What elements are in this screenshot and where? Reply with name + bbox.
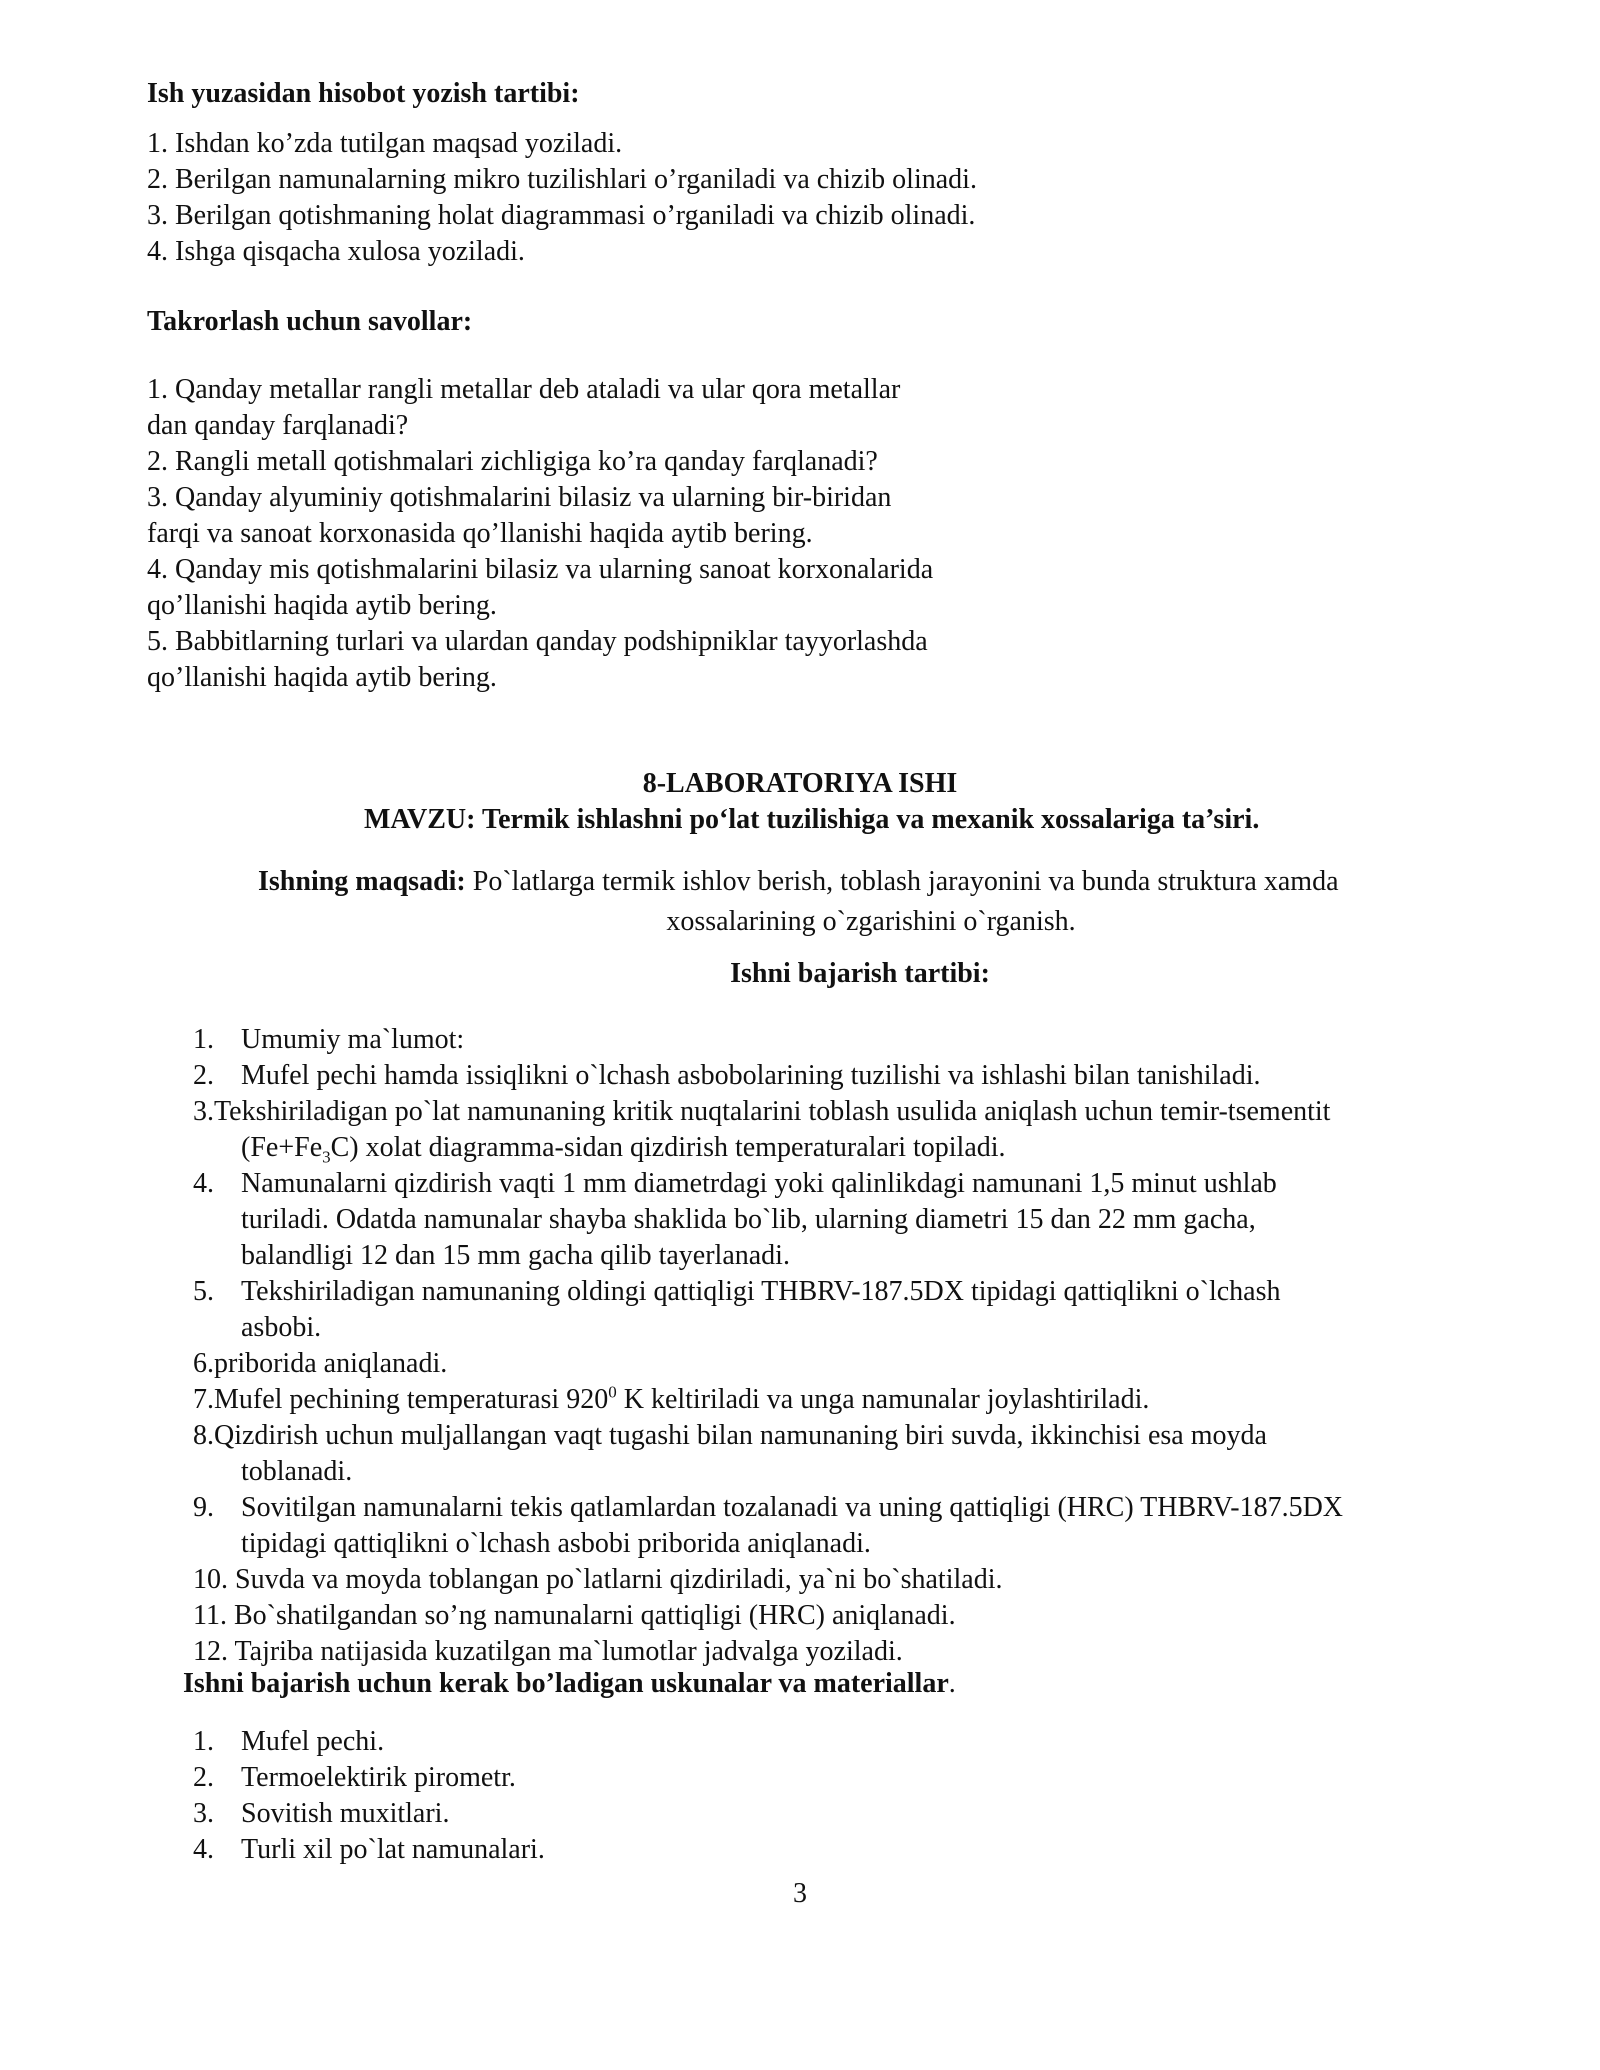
procedure-heading: Ishni bajarish tartibi: xyxy=(730,958,990,989)
question-line: 2. Rangli metall qotishmalari zichligiga ko’ra qanday farqlanadi? xyxy=(147,446,878,477)
purpose-block xyxy=(258,864,1339,900)
step-text: K keltiriladi va unga namunalar joylashtiriladi. xyxy=(616,1384,1150,1415)
page-number-block xyxy=(0,1876,1600,1912)
step-text: Mufel pechi hamda issiqlikni o`lchash asbobolarining tuzilishi va ishlashi bilan tanishiladi. xyxy=(241,1060,1261,1091)
step-item xyxy=(193,1346,1468,1382)
purpose-text-2: xossalarining o`zgarishini o`rganish. xyxy=(666,906,1076,937)
page-number: 3 xyxy=(793,1878,807,1909)
step-item xyxy=(193,1166,1468,1274)
equipment-list xyxy=(193,1724,545,1868)
step-text: 11. Bo`shatilgandan so’ng namunalarni qattiqligi (HRC) aniqlanadi. xyxy=(193,1600,956,1631)
subscript: 3 xyxy=(322,1147,331,1167)
questions-section xyxy=(147,304,472,340)
step-item xyxy=(193,1634,1468,1670)
step-text: 10. Suvda va moyda toblangan po`latlarni qizdiriladi, ya`ni bo`shatiladi. xyxy=(193,1564,1003,1595)
question-line: 5. Babbitlarning turlari va ulardan qanday podshipniklar tayyorlashda xyxy=(147,626,928,657)
lab-title: 8-LABORATORIYA ISHI xyxy=(642,768,958,799)
step-item xyxy=(193,1562,1468,1598)
equipment-number: 2. xyxy=(193,1762,214,1793)
equipment-item xyxy=(193,1832,545,1868)
step-item xyxy=(193,1418,1468,1490)
equipment-heading-block xyxy=(183,1666,956,1702)
equipment-number: 4. xyxy=(193,1834,214,1865)
procedure-heading-block xyxy=(0,956,1600,992)
step-item xyxy=(193,1022,1468,1058)
step-number: 4. xyxy=(193,1168,214,1199)
report-item: 3. Berilgan qotishmaning holat diagrammasi o’rganiladi va chizib olinadi. xyxy=(147,200,976,231)
purpose-block-2 xyxy=(258,904,1484,940)
questions-heading: Takrorlash uchun savollar: xyxy=(147,306,473,337)
step-text: asbobi. xyxy=(241,1312,322,1343)
purpose-text: Po`latlarga termik ishlov berish, toblash jarayonini va bunda struktura xamda xyxy=(465,866,1339,897)
equipment-item xyxy=(193,1796,545,1832)
equipment-text: Termoelektirik pirometr. xyxy=(241,1762,516,1793)
step-item xyxy=(193,1382,1468,1418)
lab-topic: MAVZU: Termik ishlashni po‘lat tuzilishiga va mexanik xossalariga ta’siri. xyxy=(364,804,1260,835)
equipment-number: 1. xyxy=(193,1726,214,1757)
step-text: (Fe+Fe xyxy=(241,1132,323,1163)
step-text: Tekshiriladigan namunaning oldingi qattiqligi THBRV-187.5DX tipidagi qattiqlikni o`lchash xyxy=(241,1276,1281,1307)
question-line: 3. Qanday alyuminiy qotishmalarini bilasiz va ularning bir-biridan xyxy=(147,482,892,513)
step-text: 3.Tekshiriladigan po`lat namunaning kritik nuqtalarini toblash usulida aniqlash uchun temir-tsementit xyxy=(193,1096,1331,1127)
purpose-label: Ishning maqsadi: xyxy=(258,866,466,897)
equipment-text: Turli xil po`lat namunalari. xyxy=(241,1834,545,1865)
step-number: 5. xyxy=(193,1276,214,1307)
question-line: qo’llanishi haqida aytib bering. xyxy=(147,590,497,621)
step-number: 2. xyxy=(193,1060,214,1091)
step-text: toblanadi. xyxy=(241,1456,353,1487)
step-text: Sovitilgan namunalarni tekis qatlamlardan tozalanadi va uning qattiqligi (HRC) THBRV-187.5DX xyxy=(241,1492,1344,1523)
equipment-text: Mufel pechi. xyxy=(241,1726,385,1757)
report-section xyxy=(147,76,580,112)
report-item: 4. Ishga qisqacha xulosa yoziladi. xyxy=(147,236,525,267)
report-item: 2. Berilgan namunalarning mikro tuzilishlari o’rganiladi va chizib olinadi. xyxy=(147,164,977,195)
question-line: dan qanday farqlanadi? xyxy=(147,410,409,441)
equipment-text: Sovitish muxitlari. xyxy=(241,1798,450,1829)
step-text: 8.Qizdirish uchun muljallangan vaqt tugashi bilan namunaning biri suvda, ikkinchisi esa moyda xyxy=(193,1420,1267,1451)
step-text: C) xolat diagramma-sidan qizdirish temperaturalari topiladi. xyxy=(330,1132,1006,1163)
step-text: 7.Mufel pechining temperaturasi 920 xyxy=(193,1384,609,1415)
step-item xyxy=(193,1490,1468,1562)
equipment-heading-period: . xyxy=(948,1668,956,1699)
superscript: 0 xyxy=(608,1382,617,1402)
step-number: 9. xyxy=(193,1492,214,1523)
lab-title-block xyxy=(0,766,1600,802)
step-text: Namunalarni qizdirish vaqti 1 mm diametrdagi yoki qalinlikdagi namunani 1,5 minut ushlab xyxy=(241,1168,1277,1199)
equipment-heading: Ishni bajarish uchun kerak bo’ladigan uskunalar va materiallar xyxy=(183,1668,949,1699)
step-item xyxy=(193,1598,1468,1634)
procedure-steps xyxy=(193,1022,1468,1670)
report-heading: Ish yuzasidan hisobot yozish tartibi: xyxy=(147,78,580,109)
question-line: qo’llanishi haqida aytib bering. xyxy=(147,662,497,693)
report-list xyxy=(147,126,977,270)
equipment-item xyxy=(193,1724,545,1760)
step-item xyxy=(193,1274,1468,1346)
equipment-item xyxy=(193,1760,545,1796)
step-item xyxy=(193,1058,1468,1094)
step-number: 1. xyxy=(193,1024,214,1055)
lab-topic-block xyxy=(200,802,1600,838)
equipment-number: 3. xyxy=(193,1798,214,1829)
step-text: tipidagi qattiqlikni o`lchash asbobi priborida aniqlanadi. xyxy=(241,1528,871,1559)
step-item xyxy=(193,1094,1468,1166)
step-text: 6.priborida aniqlanadi. xyxy=(193,1348,448,1379)
step-text: balandligi 12 dan 15 mm gacha qilib tayerlanadi. xyxy=(241,1240,790,1271)
question-line: farqi va sanoat korxonasida qo’llanishi haqida aytib bering. xyxy=(147,518,813,549)
step-text: Umumiy ma`lumot: xyxy=(241,1024,465,1055)
questions-list xyxy=(147,372,933,696)
question-line: 1. Qanday metallar rangli metallar deb ataladi va ular qora metallar xyxy=(147,374,901,405)
report-item: 1. Ishdan ko’zda tutilgan maqsad yoziladi. xyxy=(147,128,623,159)
step-text: 12. Tajriba natijasida kuzatilgan ma`lumotlar jadvalga yoziladi. xyxy=(193,1636,903,1667)
question-line: 4. Qanday mis qotishmalarini bilasiz va ularning sanoat korxonalarida xyxy=(147,554,934,585)
step-text: turiladi. Odatda namunalar shayba shaklida bo`lib, ularning diametri 15 dan 22 mm gacha, xyxy=(241,1204,1256,1235)
